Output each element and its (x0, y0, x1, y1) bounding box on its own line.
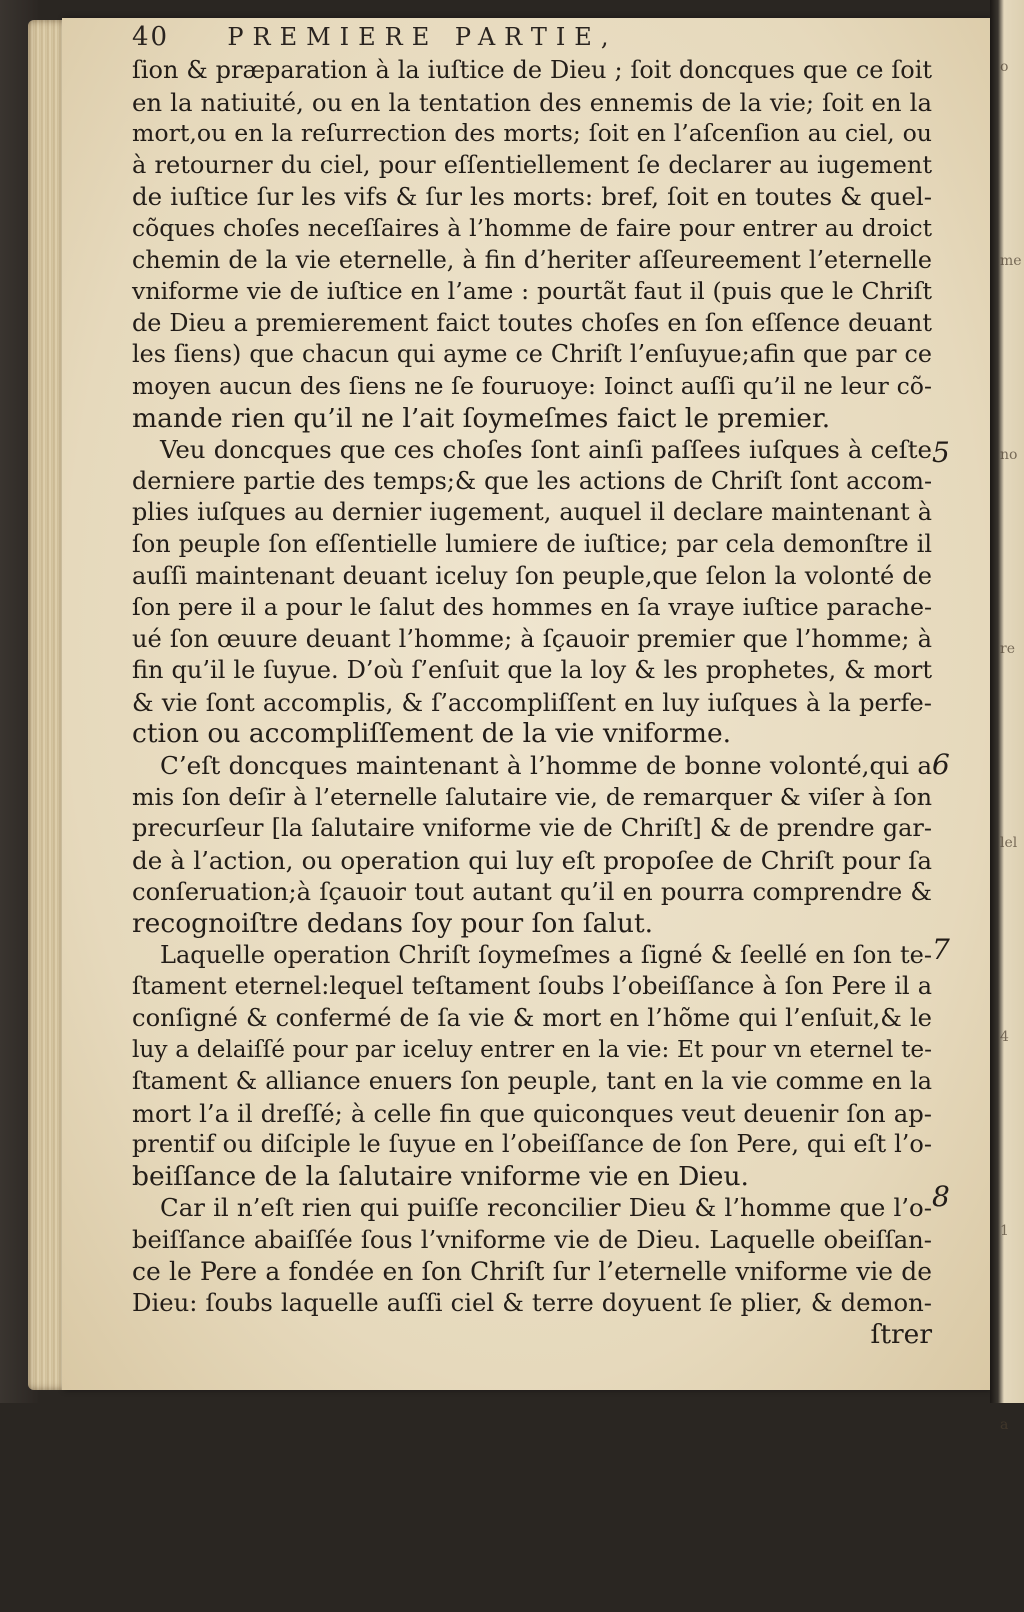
text-line: les ſiens) que chacun qui ayme ce Chriſt l’enſuyue;afin que par ce (132, 340, 932, 369)
paragraph-marker: 8 (932, 1180, 950, 1213)
text-line: precurſeur [la ſalutaire vniforme vie de Chriſt] & de prendre gar- (132, 814, 932, 843)
text-line: ſion & præparation à la iuſtice de Dieu ; ſoit doncques que ce ſoit (132, 56, 932, 84)
text-line: de Dieu a premierement faict toutes choſes en ſon eſſence deuant (132, 308, 932, 337)
text-line: ué ſon œuure deuant l’homme; à ſçauoir premier que l’homme; à (132, 624, 932, 653)
text-line: vniforme vie de iuſtice en l’ame : pourtãt faut il (puis que le Chriſt (132, 277, 932, 306)
text-line: conſeruation;à ſçauoir tout autant qu’il en pourra comprendre & (132, 877, 932, 907)
text-line: ſtament eternel:lequel teſtament ſoubs l’obeiſſance à ſon Pere il a (132, 972, 932, 1001)
text-line: mort,ou en la reſurrection des morts; ſoit en l’aſcenſion au ciel, ou (132, 119, 932, 148)
paragraph-marker: 6 (932, 748, 950, 781)
paragraph-marker: 5 (932, 436, 950, 469)
text-line: mis ſon deſir à l’eternelle ſalutaire vie, de remarquer & viſer à ſon (132, 782, 932, 811)
text-line: cõques choſes neceſſaires à l’homme de faire pour entrer au droict (132, 213, 932, 242)
text-line: ce le Pere a fondée en ſon Chriſt ſur l’eternelle vniforme vie de (132, 1256, 932, 1286)
running-title: PREMIERE PARTIE, (227, 23, 618, 51)
text-line: à retourner du ciel, pour eſſentiellement ſe declarer au iugement (132, 150, 932, 179)
text-line: beiſſance de la ſalutaire vniforme vie en Dieu. (132, 1160, 749, 1192)
text-line: de à l’action, ou operation qui luy eſt propoſee de Chriſt pour ſa (132, 845, 932, 875)
text-line: C’eſt doncques maintenant à l’homme de bonne volonté,qui a (160, 751, 932, 781)
facing-page-fragments: o me no re lel 4 1 a (1000, 59, 1022, 1433)
text-line: prentif ou diſciple le ſuyue en l’obeiſſance de ſon Pere, qui eſt l’o- (132, 1130, 932, 1159)
facing-page-gutter (990, 0, 1024, 1433)
text-line: fin qu’il le ſuyue. D’où ſ’enſuit que la loy & les prophetes, & mort (132, 656, 932, 685)
text-line: Veu doncques que ces choſes ſont ainſi paſſees iuſques à ceſte (160, 435, 932, 465)
text-line: ſtament & alliance enuers ſon peuple, tant en la vie comme en la (132, 1067, 932, 1095)
text-line: en la natiuité, ou en la tentation des ennemis de la vie; ſoit en la (132, 87, 932, 117)
text-line: de iuſtice ſur les vifs & ſur les morts: bref, ſoit en toutes & quel- (132, 182, 932, 212)
text-line: auſſi maintenant deuant iceluy ſon peuple,que ſelon la volonté de (132, 561, 932, 590)
catchword: ſtrer (870, 1318, 932, 1350)
text-line: chemin de la vie eternelle, à fin d’heriter aſſeureement l’eternelle (132, 245, 932, 274)
running-header (132, 22, 732, 56)
text-line: derniere partie des temps;& que les actions de Chriſt ſont accom- (132, 466, 932, 495)
text-line: conſigné & confermé de ſa vie & mort en l’hõme qui l’enſuit,& le (132, 1003, 932, 1032)
page-number: 40 (132, 22, 170, 52)
text-line: ction ou accompliſſement de la vie vniforme. (132, 718, 732, 750)
text-line: Laquelle operation Chriſt ſoymeſmes a ſigné & ſeellé en ſon te- (160, 940, 932, 969)
paragraph-marker: 7 (932, 933, 950, 966)
text-line: luy a delaiſſé pour par iceluy entrer en la vie: Et pour vn eternel te- (132, 1036, 932, 1064)
text-line: recognoiſtre dedans ſoy pour ſon ſalut. (132, 908, 654, 940)
text-line: & vie ſont accomplis, & ſ’accompliſſent en luy iuſques à la perfe- (132, 687, 932, 717)
text-line: moyen aucun des ſiens ne ſe fouruoye: Ioinct auſſi qu’il ne leur cõ- (132, 371, 932, 400)
text-line: beiſſance abaiſſée ſous l’vniforme vie de Dieu. Laquelle obeiſſan- (132, 1224, 932, 1254)
text-line: mort l’a il dreſſé; à celle fin que quiconques veut deuenir ſon ap- (132, 1098, 932, 1128)
text-line: ſon pere il a pour le ſalut des hommes en ſa vraye iuſtice parache- (132, 593, 932, 622)
body-text (132, 55, 932, 1350)
text-line: Dieu: ſoubs laquelle auſſi ciel & terre doyuent ſe plier, & demon- (132, 1288, 932, 1318)
text-line: ſon peuple ſon eſſentielle lumiere de iuſtice; par cela demonſtre il (132, 529, 932, 558)
text-line: mande rien qu’il ne l’ait ſoymeſmes faict le premier. (132, 402, 831, 434)
text-line: Car il n’eſt rien qui puiſſe reconcilier Dieu & l’homme que l’o- (160, 1193, 932, 1223)
text-line: plies iuſques au dernier iugement, auquel il declare maintenant à (132, 498, 932, 527)
